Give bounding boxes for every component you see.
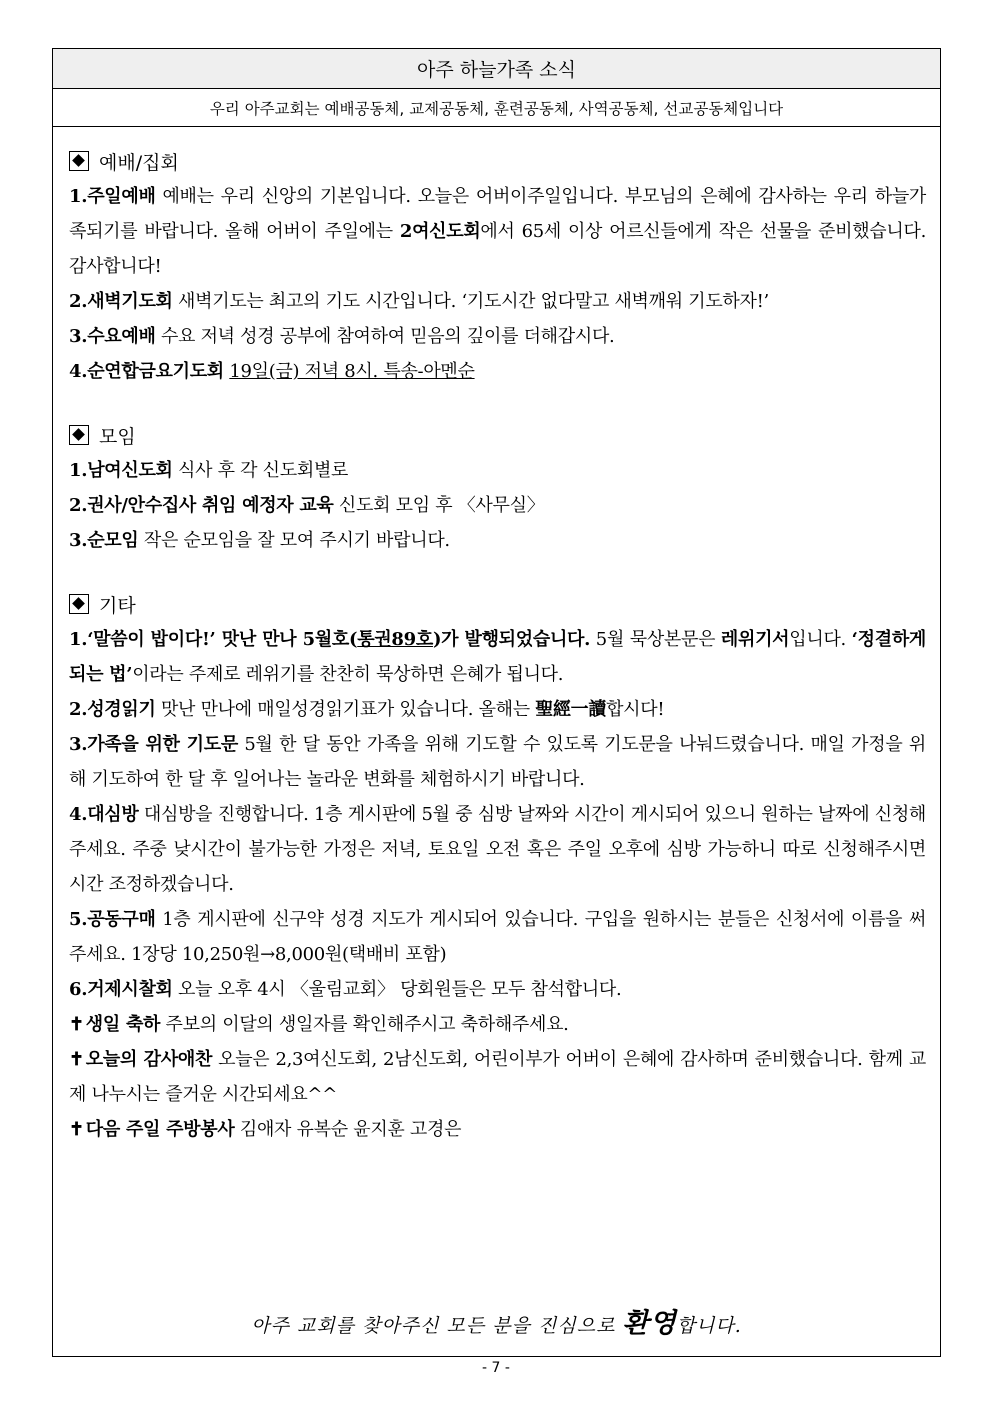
section-title: 예배/집회 <box>99 151 179 174</box>
list-item <box>69 692 926 727</box>
item-text: 5월 한 달 동안 가족을 위해 기도할 수 있도록 기도문을 나눠드렸습니다. 매일 가정을 위해 기도하여 한 달 후 일어나는 놀라운 변화를 체험하시기 바랍니다. <box>69 734 927 790</box>
list-item <box>69 727 926 797</box>
list-item <box>69 902 926 972</box>
list-item <box>69 453 926 488</box>
item-label: 3.가족을 위한 기도문 <box>69 734 238 755</box>
item-label: 오늘의 감사애찬 <box>85 1049 213 1070</box>
item-underlined-text: 19일(금) 저녁 8시. 특송-아멘순 <box>229 361 475 382</box>
diamond-bullet-icon <box>69 594 89 614</box>
section-etc <box>69 586 926 1147</box>
item-emphasis: 2여신도회 <box>399 221 481 242</box>
item-label: 3.수요예배 <box>69 326 156 347</box>
section-title: 모임 <box>99 425 136 448</box>
item-text: 예배는 우리 신앙의 기본입니다. 오늘은 어버이주일입니다. 부모님의 은혜에 감사하는 우리 하늘가족되기를 바랍니다. 올해 어버이 주일에는 <box>69 186 926 242</box>
cross-icon: ✝ <box>69 1014 84 1035</box>
item-text: 식사 후 각 신도회별로 <box>172 460 349 481</box>
item-text: 에서 65세 이상 어르신들에게 작은 선물을 준비했습니다. 감사합니다! <box>69 221 926 277</box>
list-item <box>69 354 926 389</box>
closing-emphasis: 환영 <box>622 1308 677 1339</box>
cross-icon: ✝ <box>69 1119 84 1140</box>
closing-text-end: 합니다. <box>676 1315 742 1337</box>
bulletin-frame <box>52 48 941 1357</box>
cross-icon: ✝ <box>69 1049 84 1070</box>
item-label: 3.순모임 <box>69 530 139 551</box>
item-label: 2.새벽기도회 <box>69 291 173 312</box>
item-text: 주보의 이달의 생일자를 확인해주시고 축하해주세요. <box>160 1014 569 1035</box>
item-text: 신도회 모임 후 〈사무실〉 <box>333 495 545 516</box>
item-text: 작은 순모임을 잘 모여 주시기 바랍니다. <box>138 530 450 551</box>
item-text: 5월 묵상본문은 <box>590 629 721 650</box>
item-label: 4.대심방 <box>69 804 139 825</box>
item-label-end: )가 발행되었습니다. <box>432 629 591 650</box>
item-label: 다음 주일 주방봉사 <box>85 1119 235 1140</box>
item-text: 김애자 유복순 윤지훈 고경은 <box>234 1119 462 1140</box>
section-meetings <box>69 417 926 558</box>
list-item <box>69 284 926 319</box>
item-label-underlined: 통권89호 <box>357 629 433 650</box>
list-item <box>69 179 926 284</box>
closing-text: 아주 교회를 찾아주신 모든 분을 진심으로 <box>251 1315 623 1337</box>
item-text: 이라는 주제로 레위기를 찬찬히 묵상하면 은혜가 됩니다. <box>132 664 564 685</box>
item-label: 1.‘말씀이 밥이다!’ 맛난 만나 5월호( <box>69 629 358 650</box>
item-text: 1층 게시판에 신구약 성경 지도가 게시되어 있습니다. 구입을 원하시는 분들은 신청서에 이름을 써주세요. 1장당 10,250원→8,000원(택배비 포함) <box>69 909 926 965</box>
item-label: 5.공동구매 <box>69 909 156 930</box>
section-heading <box>69 417 926 453</box>
item-text: 맛난 만나에 매일성경읽기표가 있습니다. 올해는 <box>155 699 536 720</box>
list-item <box>69 622 926 692</box>
list-item <box>69 972 926 1007</box>
item-text: 수요 저녁 성경 공부에 참여하여 믿음의 깊이를 더해갑시다. <box>155 326 615 347</box>
section-heading <box>69 586 926 622</box>
section-worship <box>69 143 926 389</box>
item-text: 오늘은 2,3여신도회, 2남신도회, 어린이부가 어버이 은혜에 감사하며 준비했습니다. 함께 교제 나누시는 즐거운 시간되세요^^ <box>69 1049 926 1105</box>
list-item <box>69 488 926 523</box>
list-item <box>69 319 926 354</box>
page-title: 아주 하늘가족 소식 <box>53 49 940 89</box>
item-text: 새벽기도는 최고의 기도 시간입니다. ‘기도시간 없다말고 새벽깨워 기도하자!’ <box>172 291 769 312</box>
item-text: 대심방을 진행합니다. 1층 게시판에 5월 중 심방 날짜와 시간이 게시되어 있으니 원하는 날짜에 신청해주세요. 주중 낮시간이 불가능한 가정은 저녁, 토요일 오전 혹은 주일 오후에 심방 가능하니 따로 신청해주시면 시간 조정하겠습니다. <box>69 804 926 895</box>
item-label: 1.주일예배 <box>69 186 156 207</box>
item-label: 2.성경읽기 <box>69 699 156 720</box>
list-item <box>69 1007 926 1042</box>
diamond-bullet-icon <box>69 425 89 445</box>
closing-message <box>53 1301 940 1340</box>
item-label: 생일 축하 <box>85 1014 161 1035</box>
diamond-bullet-icon <box>69 151 89 171</box>
item-label: 4.순연합금요기도회 <box>69 361 224 382</box>
section-title: 기타 <box>99 594 136 617</box>
list-item <box>69 797 926 902</box>
item-emphasis: 레위기서 <box>720 629 790 650</box>
content-area <box>53 127 940 1147</box>
list-item <box>69 1042 926 1112</box>
page-number: - 7 - <box>482 1360 510 1376</box>
item-label: 1.남여신도회 <box>69 460 173 481</box>
item-label: 6.거제시찰회 <box>69 979 173 1000</box>
item-emphasis: ‘정결하게 되는 법’ <box>69 629 926 685</box>
list-item <box>69 523 926 558</box>
item-text: 합시다! <box>606 699 665 720</box>
item-text: 입니다. <box>789 629 852 650</box>
item-label: 2.권사/안수집사 취임 예정자 교육 <box>69 495 334 516</box>
page-subtitle: 우리 아주교회는 예배공동체, 교제공동체, 훈련공동체, 사역공동체, 선교공동체입니다 <box>53 89 940 127</box>
item-emphasis: 聖經一讀 <box>535 699 607 720</box>
list-item <box>69 1112 926 1147</box>
section-heading <box>69 143 926 179</box>
item-text: 오늘 오후 4시 〈울림교회〉 당회원들은 모두 참석합니다. <box>172 979 622 1000</box>
